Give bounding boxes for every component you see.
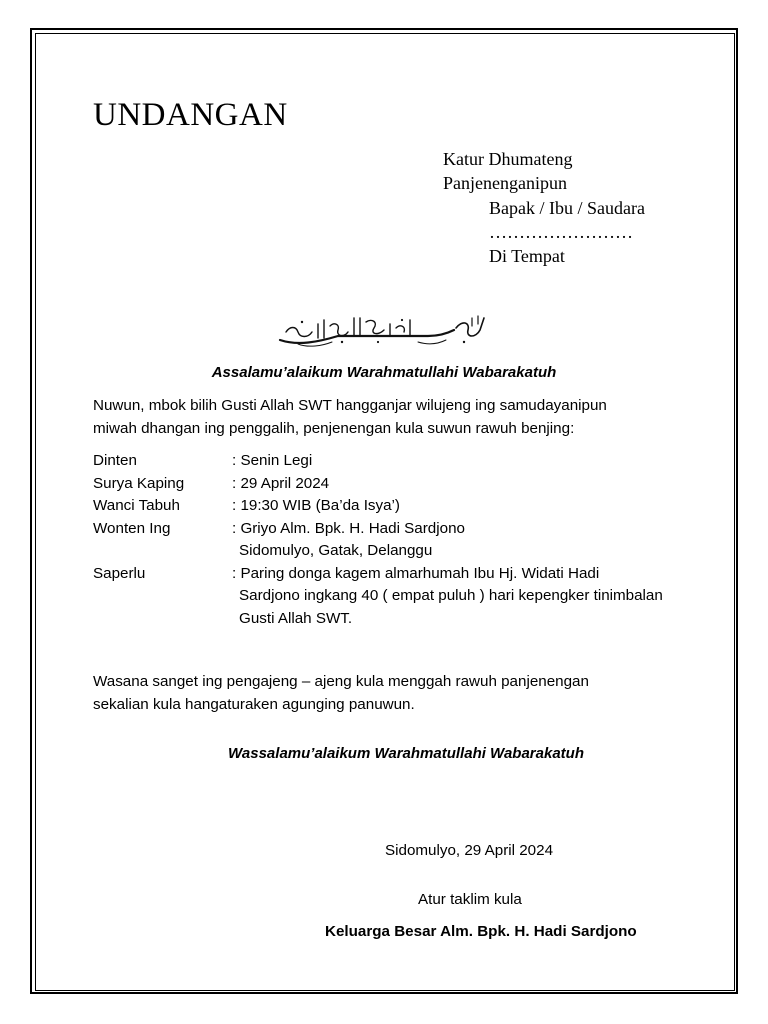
detail-label: Wanci Tabuh bbox=[93, 497, 180, 514]
recipient-line-5: Di Tempat bbox=[489, 246, 565, 266]
recipient-dots: …………………… bbox=[489, 222, 633, 242]
detail-value: : Paring donga kagem almarhumah Ibu Hj. Widati Hadi bbox=[232, 564, 600, 582]
basmala-calligraphy-image bbox=[278, 312, 490, 350]
detail-value-continuation: Gusti Allah SWT. bbox=[239, 609, 353, 627]
closing-line-2: sekalian kula hangaturaken agunging panuwun. bbox=[93, 695, 415, 713]
detail-value: : Griyo Alm. Bpk. H. Hadi Sardjono bbox=[232, 519, 465, 537]
intro-line-1: Nuwun, mbok bilih Gusti Allah SWT hangganjar wilujeng ing samudayanipun bbox=[93, 397, 607, 414]
document-title: UNDANGAN bbox=[93, 97, 288, 133]
closing-line-1: Wasana sanget ing pengajeng – ajeng kula menggah rawuh panjenengan bbox=[93, 673, 589, 690]
detail-value: : 29 April 2024 bbox=[232, 474, 330, 492]
detail-label: Dinten bbox=[93, 452, 137, 469]
detail-label: Wonten Ing bbox=[93, 519, 171, 537]
intro-paragraph bbox=[93, 395, 713, 440]
detail-value-continuation: Sardjono ingkang 40 ( empat puluh ) hari kepengker tinimbalan bbox=[239, 587, 663, 604]
detail-label: Saperlu bbox=[93, 564, 146, 582]
detail-value: : Senin Legi bbox=[232, 452, 313, 469]
closing-paragraph bbox=[93, 671, 713, 716]
regards-text: Atur taklim kula bbox=[418, 891, 522, 908]
recipient-line-3: Bapak / Ibu / Saudara bbox=[489, 198, 645, 218]
place-date: Sidomulyo, 29 April 2024 bbox=[385, 842, 554, 859]
detail-value-continuation: Sidomulyo, Gatak, Delanggu bbox=[239, 542, 433, 559]
recipient-line-1: Katur Dhumateng bbox=[443, 149, 573, 169]
intro-line-2: miwah dhangan ing penggalih, penjenengan kula suwun rawuh benjing: bbox=[93, 419, 575, 437]
opening-greeting: Assalamu’alaikum Warahmatullahi Wabarakatuh bbox=[211, 364, 557, 381]
closing-greeting: Wassalamu’alaikum Warahmatullahi Wabarakatuh bbox=[228, 745, 584, 762]
signature-name: Keluarga Besar Alm. Bpk. H. Hadi Sardjono bbox=[325, 923, 637, 940]
recipient-line-2: Panjenenganipun bbox=[443, 173, 567, 193]
detail-value: : 19:30 WIB (Ba’da Isya’) bbox=[232, 497, 400, 514]
detail-label: Surya Kaping bbox=[93, 474, 185, 492]
